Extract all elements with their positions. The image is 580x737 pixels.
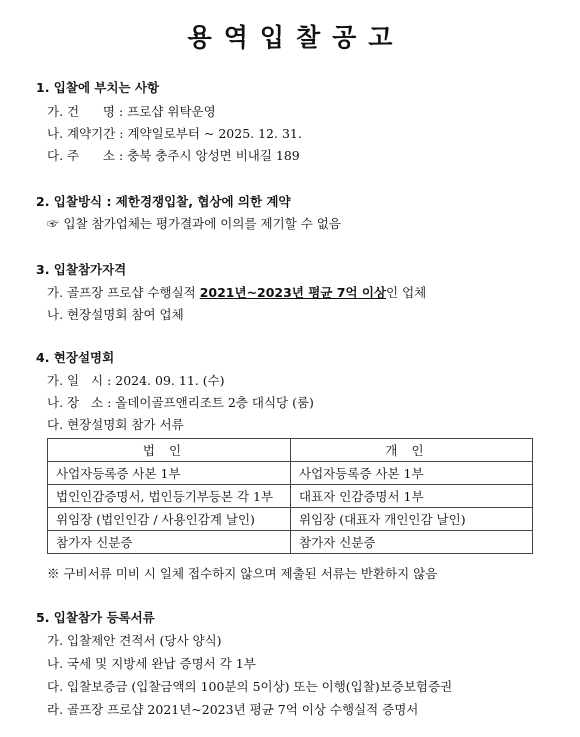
table-cell: 법인인감증명서, 법인등기부등본 각 1부 (48, 485, 291, 508)
section-3-heading: 3. 입찰참가자격 (36, 262, 127, 277)
section-5-item-3: 다. 입찰보증금 (입찰금액의 100분의 5이상) 또는 이행(입찰)보증보험증권 (47, 679, 453, 694)
table-cell: 참가자 신분증 (291, 531, 533, 554)
table-cell: 사업자등록증 사본 1부 (48, 462, 291, 485)
section-5-item-4: 라. 골프장 프로샵 2021년~2023년 평균 7억 이상 수행실적 증명서 (47, 702, 419, 717)
table-header-corporate: 법인 (48, 439, 291, 462)
section-2-heading: 2. 입찰방식 : 제한경쟁입찰, 협상에 의한 계약 (36, 194, 291, 209)
documents-table (47, 438, 533, 554)
table-cell: 위임장 (대표자 개인인감 날인) (291, 508, 533, 531)
section-5-item-2: 나. 국세 및 지방세 완납 증명서 각 1부 (47, 656, 256, 671)
section-3-item-1-prefix: 가. 골프장 프로샵 수행실적 (47, 285, 200, 300)
section-4-item-documents: 다. 현장설명회 참가 서류 (47, 417, 184, 432)
table-cell: 위임장 (법인인감 / 사용인감계 날인) (48, 508, 291, 531)
table-cell: 사업자등록증 사본 1부 (291, 462, 533, 485)
section-3-item-1-suffix: 인 업체 (386, 285, 427, 300)
table-cell: 참가자 신분증 (48, 531, 291, 554)
section-5-heading: 5. 입찰참가 등록서류 (36, 610, 155, 625)
section-4-item-place: 나. 장 소 : 올데이골프앤리조트 2층 대식당 (룸) (47, 395, 314, 410)
table-header-row (48, 439, 533, 462)
section-4-note: ※ 구비서류 미비 시 일체 접수하지 않으며 제출된 서류는 반환하지 않음 (47, 566, 438, 581)
table-row (48, 485, 533, 508)
document-title: 용역입찰공고 (187, 23, 405, 52)
table-row (48, 462, 533, 485)
table-cell: 대표자 인감증명서 1부 (291, 485, 533, 508)
section-3-item-1-emphasis: 2021년~2023년 평균 7억 이상 (199, 285, 387, 300)
section-1-item-name: 가. 건 명 : 프로샵 위탁운영 (47, 104, 216, 119)
section-4-item-time: 가. 일 시 : 2024. 09. 11. (수) (47, 373, 225, 388)
table-row (48, 508, 533, 531)
section-2-note: ☞ 입찰 참가업체는 평가결과에 이의를 제기할 수 없음 (47, 216, 341, 231)
section-1-item-period: 나. 계약기간 : 계약일로부터 ~ 2025. 12. 31. (47, 126, 302, 141)
section-4-heading: 4. 현장설명회 (36, 350, 115, 365)
section-1-item-address: 다. 주 소 : 충북 충주시 앙성면 비내길 189 (47, 148, 300, 163)
table-row (48, 531, 533, 554)
table-header-individual: 개인 (291, 439, 533, 462)
section-3-item-2: 나. 현장설명회 참여 업체 (47, 307, 184, 322)
section-3-item-1 (47, 285, 426, 301)
section-5-item-1: 가. 입찰제안 견적서 (당사 양식) (47, 633, 222, 648)
section-1-heading: 1. 입찰에 부치는 사항 (36, 80, 160, 95)
